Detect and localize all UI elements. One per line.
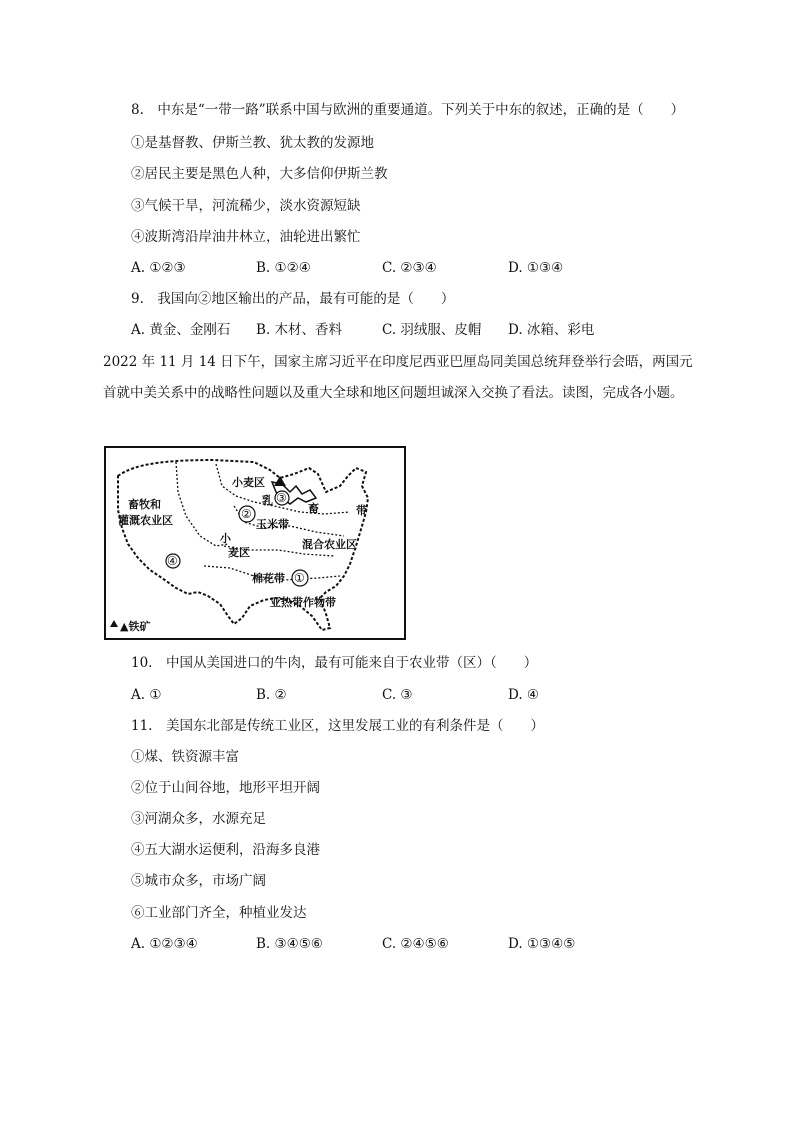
q11-option-b: B. ③④⑤⑥ bbox=[256, 936, 323, 952]
q10-option-b: B. ② bbox=[256, 687, 287, 703]
label-subtropical: 亚热带作物带 bbox=[270, 596, 336, 609]
usa-agriculture-map bbox=[104, 446, 406, 640]
question-9-stem: 9. 我国向②地区输出的产品，最有可能的是（ ） bbox=[131, 291, 455, 307]
label-wheat-mid-1: 小 bbox=[220, 532, 231, 545]
label-wheat-top: 小麦区 bbox=[232, 476, 265, 489]
marker-3: ③ bbox=[276, 491, 287, 505]
q11-option-a: A. ①②③④ bbox=[131, 936, 198, 952]
q11-option-d: D. ①③④⑤ bbox=[508, 936, 576, 952]
marker-4: ④ bbox=[167, 554, 178, 568]
q9-option-c: C. 羽绒服、皮帽 bbox=[382, 322, 482, 338]
q11-statement-4: ④五大湖水运便利，沿海多良港 bbox=[131, 842, 320, 858]
q11-statement-5: ⑤城市众多，市场广阔 bbox=[131, 873, 266, 889]
intro-line-1: 2022 年 11 月 14 日下午，国家主席习近平在印度尼西亚巴厘岛同美国总统拜登举行会晤，两国元 bbox=[103, 354, 693, 370]
q9-option-b: B. 木材、香料 bbox=[256, 322, 343, 338]
q11-option-c: C. ②④⑤⑥ bbox=[382, 936, 449, 952]
label-dairy-1: 乳 bbox=[262, 494, 273, 507]
q8-option-a: A. ①②③ bbox=[131, 260, 186, 276]
q11-statement-2: ②位于山间谷地，地形平坦开阔 bbox=[131, 780, 320, 796]
q10-option-c: C. ③ bbox=[382, 687, 413, 703]
legend-iron-ore: ▲铁矿 bbox=[120, 620, 151, 633]
marker-1: ① bbox=[294, 571, 305, 585]
q8-option-b: B. ①②④ bbox=[256, 260, 311, 276]
q8-statement-3: ③气候干旱，河流稀少，淡水资源短缺 bbox=[131, 198, 361, 214]
label-grazing-2: 灌溉农业区 bbox=[118, 514, 173, 527]
label-dairy-2: 畜 bbox=[308, 502, 319, 515]
q11-statement-1: ①煤、铁资源丰富 bbox=[131, 749, 239, 765]
q11-statement-6: ⑥工业部门齐全，种植业发达 bbox=[131, 905, 307, 921]
question-11-stem: 11. 美国东北部是传统工业区，这里发展工业的有利条件是（ ） bbox=[131, 718, 544, 734]
label-mixed: 混合农业区 bbox=[302, 538, 357, 551]
label-corn: 玉米带 bbox=[256, 518, 289, 531]
q9-option-a: A. 黄金、金刚石 bbox=[131, 322, 231, 338]
q8-statement-4: ④波斯湾沿岸油井林立，油轮进出繁忙 bbox=[131, 229, 361, 245]
q8-statement-1: ①是基督教、伊斯兰教、犹太教的发源地 bbox=[131, 135, 374, 151]
question-8-stem: 8. 中东是“一带一路”联系中国与欧洲的重要通道。下列关于中东的叙述，正确的是（ ） bbox=[131, 102, 685, 118]
marker-2: ② bbox=[241, 507, 252, 521]
q11-statement-3: ③河湖众多，水源充足 bbox=[131, 811, 266, 827]
q10-option-d: D. ④ bbox=[508, 687, 540, 703]
q8-option-d: D. ①③④ bbox=[508, 260, 564, 276]
label-wheat-mid-2: 麦区 bbox=[228, 546, 250, 559]
question-10-stem: 10. 中国从美国进口的牛肉，最有可能来自于农业带（区）（ ） bbox=[131, 655, 538, 671]
q8-option-c: C. ②③④ bbox=[382, 260, 437, 276]
label-dairy-3: 带 bbox=[356, 504, 367, 517]
label-cotton: 棉花带 bbox=[252, 572, 285, 585]
intro-line-2: 首就中美关系中的战略性问题以及重大全球和地区问题坦诚深入交换了看法。读图，完成各小题。 bbox=[103, 385, 684, 401]
label-grazing-1: 畜牧和 bbox=[128, 498, 161, 511]
q9-option-d: D. 冰箱、彩电 bbox=[508, 322, 595, 338]
q10-option-a: A. ① bbox=[131, 687, 162, 703]
q8-statement-2: ②居民主要是黑色人种，大多信仰伊斯兰教 bbox=[131, 166, 388, 182]
